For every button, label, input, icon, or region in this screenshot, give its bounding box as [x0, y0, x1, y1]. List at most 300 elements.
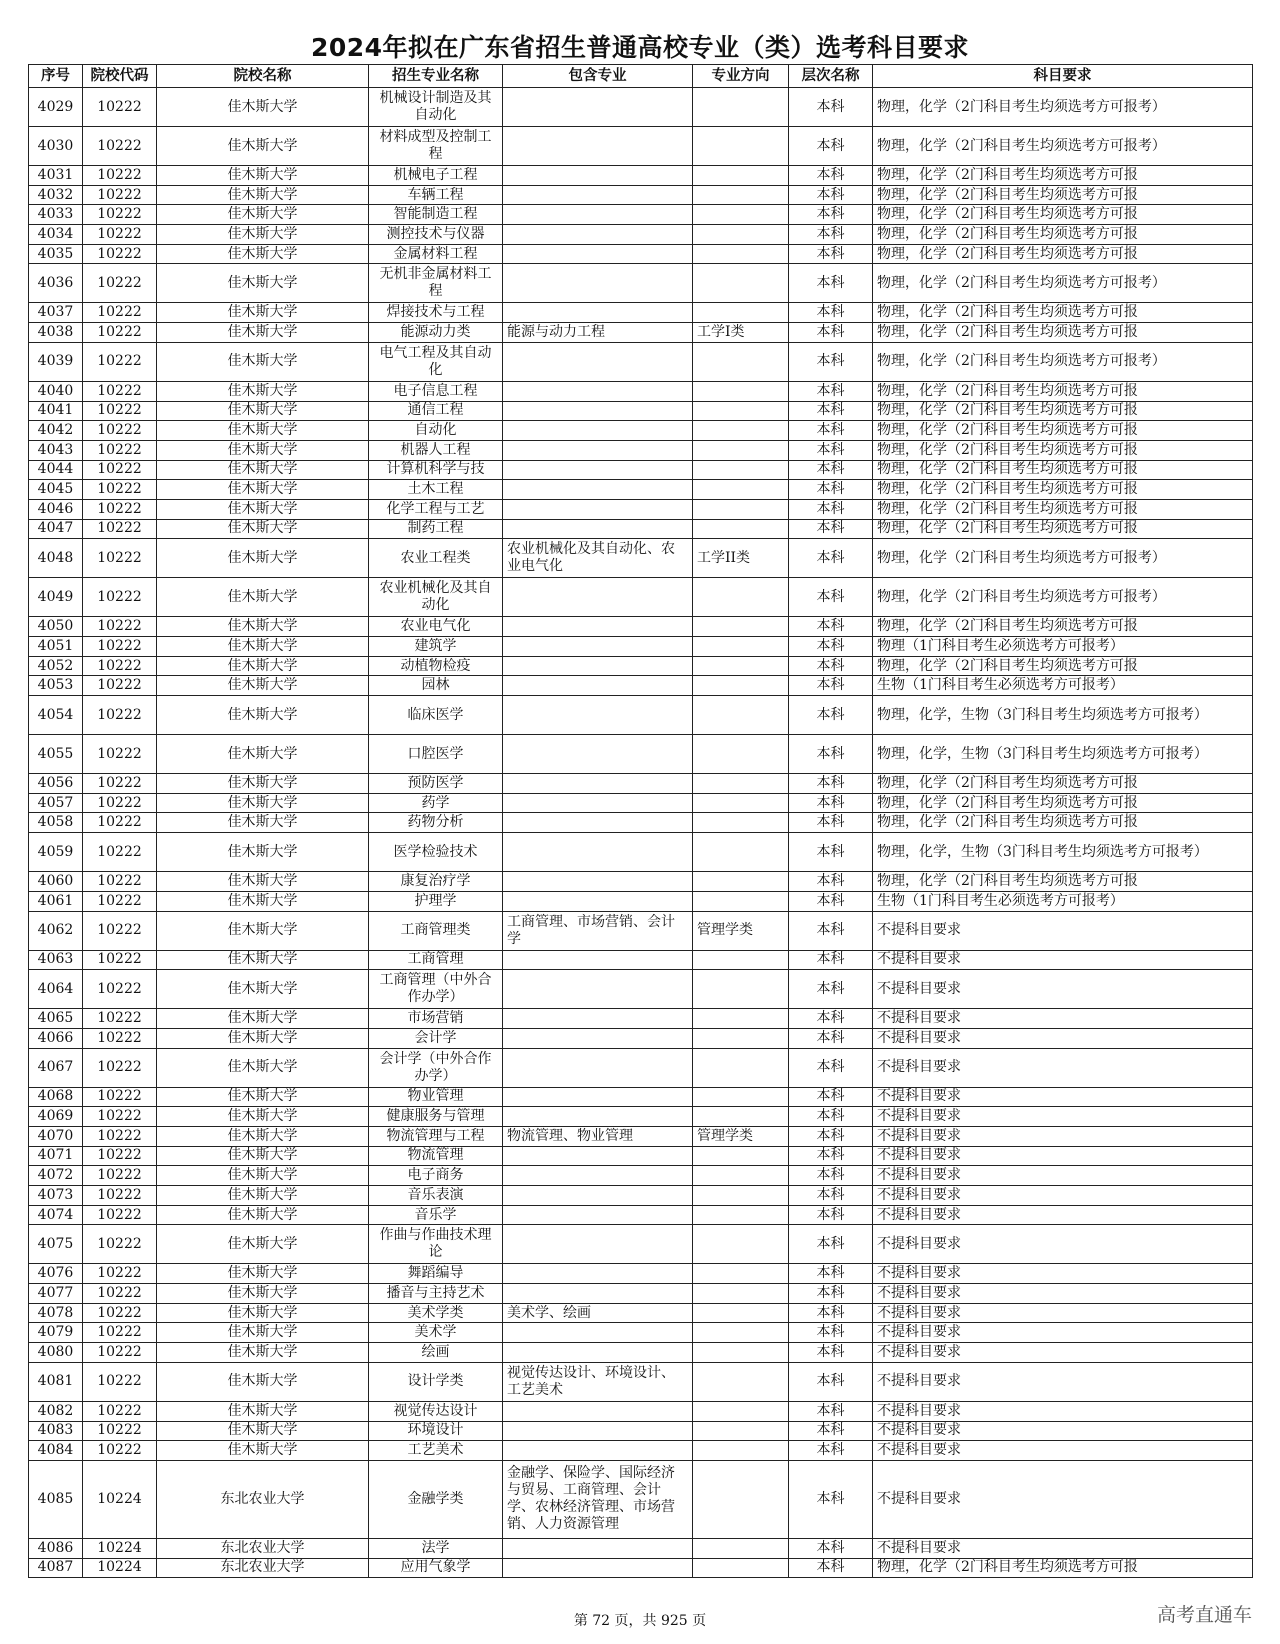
subject-requirement-cell: 不提科目要求 — [873, 1421, 1253, 1441]
row-number-cell: 4081 — [29, 1362, 83, 1401]
school-name-cell: 佳木斯大学 — [157, 381, 369, 401]
included-majors-cell — [503, 1264, 693, 1284]
major-direction-cell — [693, 1460, 789, 1538]
table-row — [29, 1028, 1253, 1048]
subject-requirement-cell: 不提科目要求 — [873, 1205, 1253, 1225]
major-name-cell: 临床医学 — [369, 696, 503, 735]
major-name-cell: 药物分析 — [369, 813, 503, 833]
school-code-cell: 10222 — [83, 1126, 157, 1146]
school-code-cell: 10222 — [83, 1087, 157, 1107]
major-direction-cell — [693, 774, 789, 794]
included-majors-cell — [503, 1284, 693, 1304]
table-row — [29, 813, 1253, 833]
included-majors-cell — [503, 735, 693, 774]
included-majors-cell — [503, 833, 693, 872]
subject-requirement-cell: 不提科目要求 — [873, 1284, 1253, 1304]
school-name-cell: 佳木斯大学 — [157, 342, 369, 381]
school-name-cell: 佳木斯大学 — [157, 1028, 369, 1048]
row-number-cell: 4057 — [29, 793, 83, 813]
school-name-cell: 佳木斯大学 — [157, 1087, 369, 1107]
table-row — [29, 185, 1253, 205]
row-number-cell: 4049 — [29, 578, 83, 617]
major-name-cell: 健康服务与管理 — [369, 1107, 503, 1127]
header-row — [29, 65, 1253, 88]
row-number-cell: 4040 — [29, 381, 83, 401]
school-name-cell: 东北农业大学 — [157, 1558, 369, 1578]
table-row — [29, 656, 1253, 676]
level-name-cell: 本科 — [789, 1421, 873, 1441]
major-name-cell: 金属材料工程 — [369, 244, 503, 264]
subject-requirement-cell: 物理，化学（2门科目考生均须选考方可报 — [873, 303, 1253, 323]
subject-requirement-cell: 不提科目要求 — [873, 950, 1253, 970]
subject-requirement-cell: 不提科目要求 — [873, 970, 1253, 1009]
included-majors-cell: 农业机械化及其自动化、农业电气化 — [503, 539, 693, 578]
school-name-cell: 佳木斯大学 — [157, 617, 369, 637]
level-name-cell: 本科 — [789, 1303, 873, 1323]
row-number-cell: 4058 — [29, 813, 83, 833]
school-code-cell: 10222 — [83, 1048, 157, 1087]
included-majors-cell — [503, 1166, 693, 1186]
level-name-cell: 本科 — [789, 88, 873, 127]
row-number-cell: 4074 — [29, 1205, 83, 1225]
table-row — [29, 1107, 1253, 1127]
school-name-cell: 佳木斯大学 — [157, 440, 369, 460]
major-direction-cell — [693, 696, 789, 735]
subject-requirement-cell: 物理，化学，生物（3门科目考生均须选考方可报考） — [873, 735, 1253, 774]
subject-requirement-cell: 物理，化学（2门科目考生均须选考方可报 — [873, 499, 1253, 519]
included-majors-cell — [503, 1028, 693, 1048]
school-code-cell: 10222 — [83, 793, 157, 813]
major-name-cell: 绘画 — [369, 1343, 503, 1363]
table-row — [29, 1460, 1253, 1538]
subject-requirement-cell: 物理，化学（2门科目考生均须选考方可报 — [873, 166, 1253, 186]
major-direction-cell — [693, 1028, 789, 1048]
major-direction-cell — [693, 793, 789, 813]
major-direction-cell: 工学I类 — [693, 323, 789, 343]
school-code-cell: 10222 — [83, 323, 157, 343]
subject-requirement-cell: 物理，化学（2门科目考生均须选考方可报 — [873, 793, 1253, 813]
major-name-cell: 口腔医学 — [369, 735, 503, 774]
row-number-cell: 4036 — [29, 264, 83, 303]
included-majors-cell — [503, 1087, 693, 1107]
included-majors-cell — [503, 205, 693, 225]
level-name-cell: 本科 — [789, 1343, 873, 1363]
school-name-cell: 佳木斯大学 — [157, 872, 369, 892]
school-name-cell: 佳木斯大学 — [157, 480, 369, 500]
included-majors-cell: 视觉传达设计、环境设计、工艺美术 — [503, 1362, 693, 1401]
level-name-cell: 本科 — [789, 519, 873, 539]
table-row — [29, 1009, 1253, 1029]
major-name-cell: 播音与主持艺术 — [369, 1284, 503, 1304]
school-name-cell: 佳木斯大学 — [157, 813, 369, 833]
level-name-cell: 本科 — [789, 401, 873, 421]
row-number-cell: 4053 — [29, 676, 83, 696]
row-number-cell: 4064 — [29, 970, 83, 1009]
school-code-cell: 10222 — [83, 656, 157, 676]
subject-requirement-cell: 不提科目要求 — [873, 1186, 1253, 1206]
major-name-cell: 美术学类 — [369, 1303, 503, 1323]
major-direction-cell — [693, 1186, 789, 1206]
major-direction-cell — [693, 1284, 789, 1304]
school-code-cell: 10222 — [83, 185, 157, 205]
included-majors-cell — [503, 303, 693, 323]
school-name-cell: 佳木斯大学 — [157, 127, 369, 166]
major-direction-cell — [693, 1048, 789, 1087]
major-direction-cell: 管理学类 — [693, 911, 789, 950]
level-name-cell: 本科 — [789, 833, 873, 872]
level-name-cell: 本科 — [789, 617, 873, 637]
subject-requirement-cell: 物理，化学（2门科目考生均须选考方可报考） — [873, 342, 1253, 381]
level-name-cell: 本科 — [789, 323, 873, 343]
major-direction-cell — [693, 1264, 789, 1284]
major-direction-cell — [693, 833, 789, 872]
table-row — [29, 88, 1253, 127]
major-name-cell: 能源动力类 — [369, 323, 503, 343]
school-code-cell: 10222 — [83, 1264, 157, 1284]
major-name-cell: 建筑学 — [369, 637, 503, 657]
major-direction-cell — [693, 519, 789, 539]
row-number-cell: 4061 — [29, 891, 83, 911]
major-direction-cell — [693, 578, 789, 617]
subject-requirement-cell: 不提科目要求 — [873, 911, 1253, 950]
level-name-cell: 本科 — [789, 1205, 873, 1225]
column-header: 招生专业名称 — [369, 65, 503, 88]
major-name-cell: 土木工程 — [369, 480, 503, 500]
major-name-cell: 法学 — [369, 1538, 503, 1558]
subject-requirement-cell: 不提科目要求 — [873, 1401, 1253, 1421]
subject-requirement-cell: 物理，化学（2门科目考生均须选考方可报 — [873, 440, 1253, 460]
table-row — [29, 1166, 1253, 1186]
table-row — [29, 774, 1253, 794]
major-direction-cell — [693, 1538, 789, 1558]
major-name-cell: 应用气象学 — [369, 1558, 503, 1578]
included-majors-cell — [503, 891, 693, 911]
included-majors-cell — [503, 676, 693, 696]
major-name-cell: 音乐表演 — [369, 1186, 503, 1206]
table-row — [29, 793, 1253, 813]
row-number-cell: 4041 — [29, 401, 83, 421]
major-direction-cell — [693, 421, 789, 441]
level-name-cell: 本科 — [789, 127, 873, 166]
level-name-cell: 本科 — [789, 735, 873, 774]
included-majors-cell: 金融学、保险学、国际经济与贸易、工商管理、会计学、农林经济管理、市场营销、人力资源管理 — [503, 1460, 693, 1538]
row-number-cell: 4073 — [29, 1186, 83, 1206]
school-code-cell: 10222 — [83, 1421, 157, 1441]
subject-requirement-cell: 物理，化学（2门科目考生均须选考方可报 — [873, 519, 1253, 539]
row-number-cell: 4042 — [29, 421, 83, 441]
row-number-cell: 4083 — [29, 1421, 83, 1441]
row-number-cell: 4066 — [29, 1028, 83, 1048]
included-majors-cell — [503, 519, 693, 539]
included-majors-cell — [503, 793, 693, 813]
level-name-cell: 本科 — [789, 303, 873, 323]
major-direction-cell: 管理学类 — [693, 1126, 789, 1146]
included-majors-cell — [503, 774, 693, 794]
major-name-cell: 自动化 — [369, 421, 503, 441]
major-name-cell: 金融学类 — [369, 1460, 503, 1538]
level-name-cell: 本科 — [789, 891, 873, 911]
school-name-cell: 佳木斯大学 — [157, 323, 369, 343]
major-direction-cell — [693, 88, 789, 127]
school-name-cell: 佳木斯大学 — [157, 970, 369, 1009]
school-code-cell: 10222 — [83, 381, 157, 401]
level-name-cell: 本科 — [789, 440, 873, 460]
subject-requirement-cell: 物理，化学（2门科目考生均须选考方可报 — [873, 421, 1253, 441]
major-name-cell: 视觉传达设计 — [369, 1401, 503, 1421]
table-row — [29, 519, 1253, 539]
major-direction-cell — [693, 1146, 789, 1166]
school-code-cell: 10222 — [83, 1225, 157, 1264]
school-code-cell: 10222 — [83, 1009, 157, 1029]
school-name-cell: 佳木斯大学 — [157, 460, 369, 480]
table-row — [29, 244, 1253, 264]
table-row — [29, 637, 1253, 657]
school-name-cell: 佳木斯大学 — [157, 637, 369, 657]
subject-requirement-cell: 不提科目要求 — [873, 1264, 1253, 1284]
level-name-cell: 本科 — [789, 578, 873, 617]
major-direction-cell — [693, 735, 789, 774]
table-row — [29, 1087, 1253, 1107]
table-row — [29, 1538, 1253, 1558]
school-code-cell: 10222 — [83, 1205, 157, 1225]
level-name-cell: 本科 — [789, 1323, 873, 1343]
row-number-cell: 4050 — [29, 617, 83, 637]
table-row — [29, 499, 1253, 519]
school-name-cell: 东北农业大学 — [157, 1538, 369, 1558]
school-name-cell: 佳木斯大学 — [157, 1323, 369, 1343]
level-name-cell: 本科 — [789, 637, 873, 657]
school-code-cell: 10222 — [83, 637, 157, 657]
major-direction-cell — [693, 244, 789, 264]
included-majors-cell — [503, 480, 693, 500]
row-number-cell: 4059 — [29, 833, 83, 872]
table-row — [29, 1264, 1253, 1284]
major-direction-cell — [693, 1401, 789, 1421]
row-number-cell: 4075 — [29, 1225, 83, 1264]
subject-requirement-cell: 不提科目要求 — [873, 1009, 1253, 1029]
school-code-cell: 10222 — [83, 1343, 157, 1363]
table-row — [29, 342, 1253, 381]
row-number-cell: 4030 — [29, 127, 83, 166]
level-name-cell: 本科 — [789, 1087, 873, 1107]
school-code-cell: 10222 — [83, 342, 157, 381]
table-row — [29, 891, 1253, 911]
school-name-cell: 佳木斯大学 — [157, 911, 369, 950]
school-name-cell: 佳木斯大学 — [157, 676, 369, 696]
major-direction-cell — [693, 1166, 789, 1186]
school-code-cell: 10222 — [83, 774, 157, 794]
school-name-cell: 佳木斯大学 — [157, 578, 369, 617]
table-row — [29, 950, 1253, 970]
row-number-cell: 4065 — [29, 1009, 83, 1029]
subject-requirement-cell: 不提科目要求 — [873, 1048, 1253, 1087]
table-row — [29, 480, 1253, 500]
subject-requirement-cell: 物理（1门科目考生必须选考方可报考） — [873, 637, 1253, 657]
level-name-cell: 本科 — [789, 1048, 873, 1087]
major-direction-cell — [693, 166, 789, 186]
level-name-cell: 本科 — [789, 1362, 873, 1401]
school-name-cell: 佳木斯大学 — [157, 539, 369, 578]
major-name-cell: 作曲与作曲技术理论 — [369, 1225, 503, 1264]
level-name-cell: 本科 — [789, 244, 873, 264]
major-name-cell: 焊接技术与工程 — [369, 303, 503, 323]
major-direction-cell — [693, 185, 789, 205]
row-number-cell: 4044 — [29, 460, 83, 480]
included-majors-cell — [503, 421, 693, 441]
school-code-cell: 10222 — [83, 264, 157, 303]
school-name-cell: 佳木斯大学 — [157, 1009, 369, 1029]
table-row — [29, 1362, 1253, 1401]
major-name-cell: 化学工程与工艺 — [369, 499, 503, 519]
major-name-cell: 农业电气化 — [369, 617, 503, 637]
school-code-cell: 10222 — [83, 244, 157, 264]
included-majors-cell — [503, 1107, 693, 1127]
major-name-cell: 工商管理类 — [369, 911, 503, 950]
subject-requirement-cell: 物理，化学，生物（3门科目考生均须选考方可报考） — [873, 696, 1253, 735]
table-row — [29, 440, 1253, 460]
level-name-cell: 本科 — [789, 205, 873, 225]
major-name-cell: 物业管理 — [369, 1087, 503, 1107]
row-number-cell: 4054 — [29, 696, 83, 735]
table-row — [29, 833, 1253, 872]
table-row — [29, 303, 1253, 323]
school-name-cell: 佳木斯大学 — [157, 1126, 369, 1146]
major-name-cell: 美术学 — [369, 1323, 503, 1343]
school-code-cell: 10222 — [83, 813, 157, 833]
table-row — [29, 1441, 1253, 1461]
table-row — [29, 166, 1253, 186]
table-row — [29, 872, 1253, 892]
major-direction-cell — [693, 637, 789, 657]
level-name-cell: 本科 — [789, 1166, 873, 1186]
school-name-cell: 佳木斯大学 — [157, 950, 369, 970]
subject-requirement-cell: 物理，化学（2门科目考生均须选考方可报 — [873, 813, 1253, 833]
major-direction-cell — [693, 656, 789, 676]
row-number-cell: 4068 — [29, 1087, 83, 1107]
row-number-cell: 4055 — [29, 735, 83, 774]
table-row — [29, 401, 1253, 421]
school-name-cell: 东北农业大学 — [157, 1460, 369, 1538]
included-majors-cell — [503, 127, 693, 166]
included-majors-cell — [503, 813, 693, 833]
level-name-cell: 本科 — [789, 421, 873, 441]
table-row — [29, 1284, 1253, 1304]
subject-requirement-cell: 生物（1门科目考生必须选考方可报考） — [873, 891, 1253, 911]
major-name-cell: 会计学（中外合作办学） — [369, 1048, 503, 1087]
major-direction-cell — [693, 1441, 789, 1461]
included-majors-cell: 物流管理、物业管理 — [503, 1126, 693, 1146]
level-name-cell: 本科 — [789, 950, 873, 970]
column-header: 专业方向 — [693, 65, 789, 88]
table-row — [29, 1225, 1253, 1264]
school-code-cell: 10222 — [83, 303, 157, 323]
level-name-cell: 本科 — [789, 1186, 873, 1206]
school-name-cell: 佳木斯大学 — [157, 774, 369, 794]
school-name-cell: 佳木斯大学 — [157, 1264, 369, 1284]
major-direction-cell — [693, 303, 789, 323]
major-name-cell: 智能制造工程 — [369, 205, 503, 225]
subject-requirement-cell: 物理，化学（2门科目考生均须选考方可报 — [873, 480, 1253, 500]
major-direction-cell — [693, 1205, 789, 1225]
row-number-cell: 4070 — [29, 1126, 83, 1146]
subject-requirement-cell: 物理，化学（2门科目考生均须选考方可报 — [873, 774, 1253, 794]
table-row — [29, 127, 1253, 166]
subject-requirement-cell: 物理，化学（2门科目考生均须选考方可报考） — [873, 88, 1253, 127]
school-name-cell: 佳木斯大学 — [157, 1186, 369, 1206]
level-name-cell: 本科 — [789, 1009, 873, 1029]
included-majors-cell — [503, 381, 693, 401]
table-row — [29, 1186, 1253, 1206]
subject-requirement-cell: 生物（1门科目考生必须选考方可报考） — [873, 676, 1253, 696]
subject-requirement-cell: 不提科目要求 — [873, 1028, 1253, 1048]
subject-requirement-cell: 物理，化学（2门科目考生均须选考方可报考） — [873, 539, 1253, 578]
major-direction-cell: 工学II类 — [693, 539, 789, 578]
included-majors-cell — [503, 401, 693, 421]
table-row — [29, 1401, 1253, 1421]
major-name-cell: 通信工程 — [369, 401, 503, 421]
school-name-cell: 佳木斯大学 — [157, 1343, 369, 1363]
school-name-cell: 佳木斯大学 — [157, 401, 369, 421]
row-number-cell: 4079 — [29, 1323, 83, 1343]
table-row — [29, 381, 1253, 401]
level-name-cell: 本科 — [789, 1558, 873, 1578]
major-direction-cell — [693, 499, 789, 519]
table-row — [29, 1146, 1253, 1166]
level-name-cell: 本科 — [789, 1441, 873, 1461]
level-name-cell: 本科 — [789, 696, 873, 735]
level-name-cell: 本科 — [789, 1225, 873, 1264]
school-code-cell: 10222 — [83, 539, 157, 578]
row-number-cell: 4060 — [29, 872, 83, 892]
school-code-cell: 10222 — [83, 1284, 157, 1304]
major-name-cell: 物流管理与工程 — [369, 1126, 503, 1146]
subject-requirement-cell: 物理，化学（2门科目考生均须选考方可报 — [873, 244, 1253, 264]
subject-requirement-cell: 物理，化学（2门科目考生均须选考方可报 — [873, 460, 1253, 480]
level-name-cell: 本科 — [789, 872, 873, 892]
major-direction-cell — [693, 617, 789, 637]
included-majors-cell — [503, 1048, 693, 1087]
school-name-cell: 佳木斯大学 — [157, 1401, 369, 1421]
subject-requirement-cell: 不提科目要求 — [873, 1323, 1253, 1343]
major-name-cell: 动植物检疫 — [369, 656, 503, 676]
major-name-cell: 机械电子工程 — [369, 166, 503, 186]
level-name-cell: 本科 — [789, 1107, 873, 1127]
row-number-cell: 4086 — [29, 1538, 83, 1558]
level-name-cell: 本科 — [789, 381, 873, 401]
school-code-cell: 10224 — [83, 1460, 157, 1538]
row-number-cell: 4085 — [29, 1460, 83, 1538]
included-majors-cell — [503, 225, 693, 245]
major-name-cell: 测控技术与仪器 — [369, 225, 503, 245]
included-majors-cell — [503, 1538, 693, 1558]
watermark-text: 高考直通车 — [1156, 1604, 1252, 1626]
row-number-cell: 4032 — [29, 185, 83, 205]
major-direction-cell — [693, 1421, 789, 1441]
subject-requirement-cell: 物理，化学（2门科目考生均须选考方可报考） — [873, 578, 1253, 617]
school-code-cell: 10222 — [83, 833, 157, 872]
included-majors-cell — [503, 970, 693, 1009]
major-name-cell: 护理学 — [369, 891, 503, 911]
major-direction-cell — [693, 342, 789, 381]
row-number-cell: 4052 — [29, 656, 83, 676]
school-code-cell: 10222 — [83, 696, 157, 735]
row-number-cell: 4039 — [29, 342, 83, 381]
included-majors-cell — [503, 1205, 693, 1225]
major-direction-cell — [693, 127, 789, 166]
subject-requirement-cell: 物理，化学（2门科目考生均须选考方可报 — [873, 185, 1253, 205]
school-name-cell: 佳木斯大学 — [157, 833, 369, 872]
school-name-cell: 佳木斯大学 — [157, 1441, 369, 1461]
